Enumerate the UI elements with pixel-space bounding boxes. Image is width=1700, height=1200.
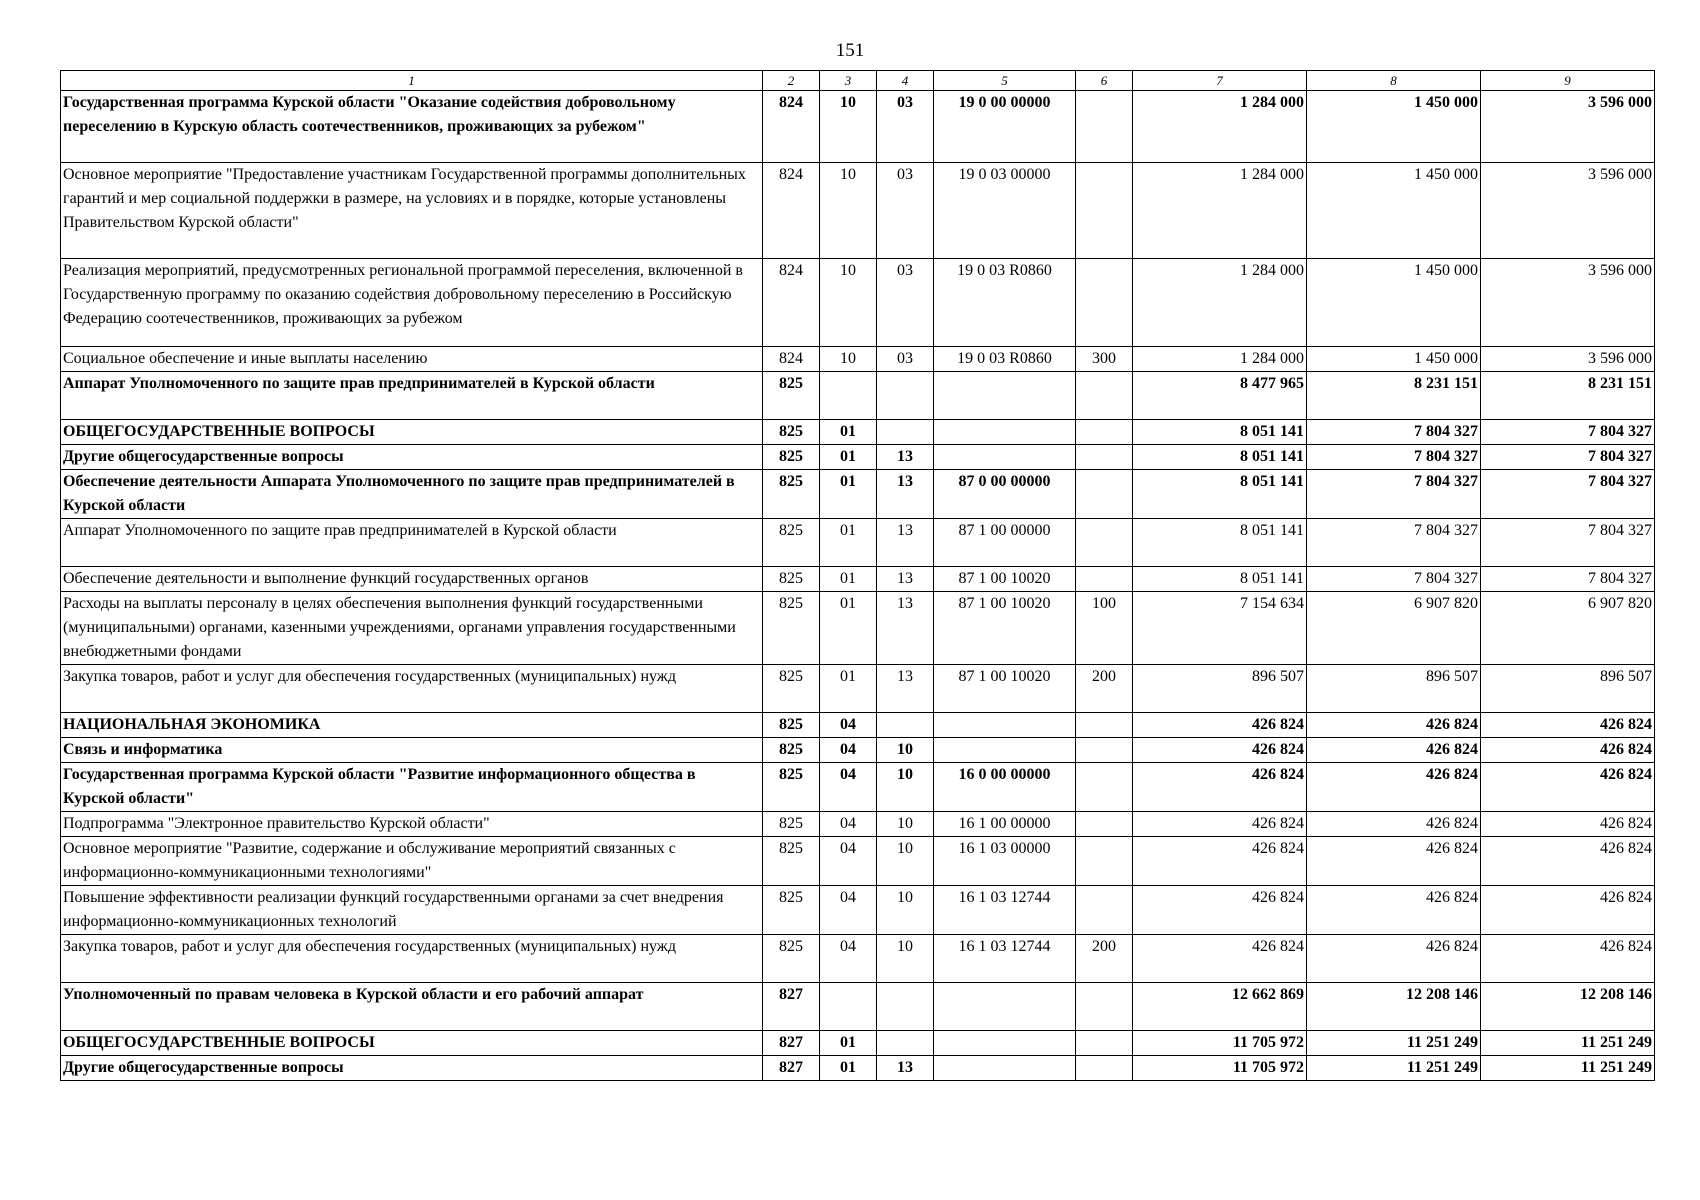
- row-ministry-code: 827: [763, 1031, 820, 1056]
- row-expense-type: [1076, 372, 1133, 420]
- row-section: 10: [820, 91, 877, 163]
- row-amount-col9: 426 824: [1481, 935, 1655, 983]
- row-name: Другие общегосударственные вопросы: [61, 445, 763, 470]
- row-ministry-code: 825: [763, 372, 820, 420]
- row-ministry-code: 827: [763, 983, 820, 1031]
- table-row: [61, 812, 1655, 837]
- row-section: 04: [820, 935, 877, 983]
- budget-table: [60, 70, 1655, 1081]
- row-amount-col7: 426 824: [1133, 738, 1307, 763]
- row-name: Государственная программа Курской области "Оказание содействия добровольному переселению в Курскую область соотечественников, проживающих за рубежом": [61, 91, 763, 163]
- row-name: Закупка товаров, работ и услуг для обеспечения государственных (муниципальных) нужд: [61, 935, 763, 983]
- row-expense-type: 100: [1076, 592, 1133, 665]
- row-expense-type: [1076, 886, 1133, 935]
- row-section: 10: [820, 347, 877, 372]
- table-row: [61, 738, 1655, 763]
- column-header: 1: [61, 71, 763, 91]
- column-number-row: [61, 71, 1655, 91]
- row-name: Расходы на выплаты персоналу в целях обеспечения выполнения функций государственными (муниципальными) органами, казенными учреждениями, органами управления государственными внебюджетными фондами: [61, 592, 763, 665]
- row-name: Закупка товаров, работ и услуг для обеспечения государственных (муниципальных) нужд: [61, 665, 763, 713]
- row-section: 01: [820, 470, 877, 519]
- row-section: 04: [820, 713, 877, 738]
- row-name: Связь и информатика: [61, 738, 763, 763]
- row-subsection: 10: [877, 935, 934, 983]
- row-ministry-code: 825: [763, 665, 820, 713]
- row-amount-col9: 7 804 327: [1481, 445, 1655, 470]
- row-ministry-code: 827: [763, 1056, 820, 1081]
- column-header: 8: [1307, 71, 1481, 91]
- row-expense-type: [1076, 420, 1133, 445]
- row-amount-col8: 8 231 151: [1307, 372, 1481, 420]
- row-subsection: 03: [877, 163, 934, 259]
- row-name: ОБЩЕГОСУДАРСТВЕННЫЕ ВОПРОСЫ: [61, 420, 763, 445]
- row-amount-col7: 1 284 000: [1133, 163, 1307, 259]
- row-subsection: 13: [877, 1056, 934, 1081]
- row-target-article: 16 1 03 12744: [934, 886, 1076, 935]
- row-target-article: [934, 420, 1076, 445]
- row-section: 10: [820, 259, 877, 347]
- row-target-article: 87 1 00 00000: [934, 519, 1076, 567]
- row-name: Аппарат Уполномоченного по защите прав предпринимателей в Курской области: [61, 519, 763, 567]
- row-amount-col9: 3 596 000: [1481, 259, 1655, 347]
- row-target-article: 19 0 03 00000: [934, 163, 1076, 259]
- column-header: 5: [934, 71, 1076, 91]
- row-target-article: 19 0 03 R0860: [934, 347, 1076, 372]
- row-amount-col7: 426 824: [1133, 886, 1307, 935]
- row-amount-col8: 6 907 820: [1307, 592, 1481, 665]
- row-subsection: 10: [877, 812, 934, 837]
- row-target-article: [934, 713, 1076, 738]
- row-expense-type: [1076, 163, 1133, 259]
- row-expense-type: [1076, 713, 1133, 738]
- row-section: [820, 372, 877, 420]
- row-expense-type: 300: [1076, 347, 1133, 372]
- row-section: 01: [820, 592, 877, 665]
- row-target-article: 19 0 03 R0860: [934, 259, 1076, 347]
- row-section: 01: [820, 665, 877, 713]
- row-amount-col7: 8 051 141: [1133, 420, 1307, 445]
- row-amount-col8: 426 824: [1307, 763, 1481, 812]
- row-section: 01: [820, 420, 877, 445]
- row-subsection: 10: [877, 738, 934, 763]
- table-row: [61, 519, 1655, 567]
- row-target-article: [934, 983, 1076, 1031]
- row-expense-type: [1076, 1056, 1133, 1081]
- row-target-article: [934, 445, 1076, 470]
- row-target-article: [934, 372, 1076, 420]
- row-amount-col7: 426 824: [1133, 812, 1307, 837]
- row-amount-col9: 896 507: [1481, 665, 1655, 713]
- row-subsection: [877, 713, 934, 738]
- row-ministry-code: 825: [763, 713, 820, 738]
- table-row: [61, 163, 1655, 259]
- row-amount-col8: 426 824: [1307, 812, 1481, 837]
- row-ministry-code: 824: [763, 163, 820, 259]
- row-amount-col7: 1 284 000: [1133, 347, 1307, 372]
- row-ministry-code: 825: [763, 837, 820, 886]
- row-subsection: 03: [877, 347, 934, 372]
- row-name: Государственная программа Курской области "Развитие информационного общества в Курской области": [61, 763, 763, 812]
- row-section: 04: [820, 812, 877, 837]
- row-amount-col7: 1 284 000: [1133, 259, 1307, 347]
- row-subsection: 03: [877, 259, 934, 347]
- table-row: [61, 420, 1655, 445]
- row-subsection: 03: [877, 91, 934, 163]
- row-amount-col8: 1 450 000: [1307, 163, 1481, 259]
- row-expense-type: [1076, 259, 1133, 347]
- row-expense-type: [1076, 812, 1133, 837]
- row-subsection: 10: [877, 886, 934, 935]
- row-name: Повышение эффективности реализации функций государственными органами за счет внедрения информационно-коммуникационных технологий: [61, 886, 763, 935]
- row-amount-col8: 11 251 249: [1307, 1031, 1481, 1056]
- page-number: 151: [835, 40, 865, 61]
- row-amount-col9: 7 804 327: [1481, 567, 1655, 592]
- row-amount-col8: 7 804 327: [1307, 420, 1481, 445]
- row-amount-col8: 1 450 000: [1307, 91, 1481, 163]
- row-subsection: 13: [877, 665, 934, 713]
- row-expense-type: [1076, 519, 1133, 567]
- row-amount-col9: 11 251 249: [1481, 1056, 1655, 1081]
- table-row: [61, 91, 1655, 163]
- row-amount-col7: 1 284 000: [1133, 91, 1307, 163]
- row-ministry-code: 824: [763, 259, 820, 347]
- table-row: [61, 983, 1655, 1031]
- row-ministry-code: 825: [763, 420, 820, 445]
- row-amount-col7: 426 824: [1133, 935, 1307, 983]
- row-target-article: 16 1 03 00000: [934, 837, 1076, 886]
- row-amount-col9: 426 824: [1481, 713, 1655, 738]
- row-target-article: [934, 1056, 1076, 1081]
- row-expense-type: 200: [1076, 935, 1133, 983]
- column-header: 3: [820, 71, 877, 91]
- row-subsection: 13: [877, 592, 934, 665]
- row-amount-col7: 8 051 141: [1133, 567, 1307, 592]
- row-ministry-code: 824: [763, 91, 820, 163]
- row-target-article: 16 1 03 12744: [934, 935, 1076, 983]
- row-expense-type: [1076, 470, 1133, 519]
- row-target-article: [934, 738, 1076, 763]
- row-amount-col7: 896 507: [1133, 665, 1307, 713]
- row-amount-col9: 3 596 000: [1481, 163, 1655, 259]
- row-section: 01: [820, 1056, 877, 1081]
- table-row: [61, 567, 1655, 592]
- row-amount-col8: 11 251 249: [1307, 1056, 1481, 1081]
- row-name: НАЦИОНАЛЬНАЯ ЭКОНОМИКА: [61, 713, 763, 738]
- table-row: [61, 470, 1655, 519]
- row-subsection: [877, 420, 934, 445]
- row-section: 01: [820, 567, 877, 592]
- column-header: 9: [1481, 71, 1655, 91]
- row-target-article: 16 0 00 00000: [934, 763, 1076, 812]
- row-expense-type: [1076, 738, 1133, 763]
- row-amount-col9: 11 251 249: [1481, 1031, 1655, 1056]
- row-amount-col7: 11 705 972: [1133, 1031, 1307, 1056]
- row-amount-col9: 426 824: [1481, 812, 1655, 837]
- table-row: [61, 259, 1655, 347]
- row-subsection: 13: [877, 470, 934, 519]
- row-name: Социальное обеспечение и иные выплаты населению: [61, 347, 763, 372]
- row-ministry-code: 825: [763, 567, 820, 592]
- row-name: Подпрограмма "Электронное правительство Курской области": [61, 812, 763, 837]
- column-header: 6: [1076, 71, 1133, 91]
- row-expense-type: [1076, 91, 1133, 163]
- row-target-article: 87 0 00 00000: [934, 470, 1076, 519]
- row-amount-col7: 426 824: [1133, 837, 1307, 886]
- row-amount-col8: 426 824: [1307, 713, 1481, 738]
- row-amount-col8: 7 804 327: [1307, 567, 1481, 592]
- row-amount-col7: 8 477 965: [1133, 372, 1307, 420]
- row-amount-col8: 426 824: [1307, 837, 1481, 886]
- row-amount-col7: 8 051 141: [1133, 470, 1307, 519]
- row-subsection: [877, 1031, 934, 1056]
- row-amount-col8: 896 507: [1307, 665, 1481, 713]
- table-row: [61, 763, 1655, 812]
- row-subsection: 13: [877, 567, 934, 592]
- row-amount-col7: 426 824: [1133, 713, 1307, 738]
- row-amount-col7: 8 051 141: [1133, 519, 1307, 567]
- row-amount-col9: 426 824: [1481, 738, 1655, 763]
- table-row: [61, 592, 1655, 665]
- row-name: Аппарат Уполномоченного по защите прав предпринимателей в Курской области: [61, 372, 763, 420]
- row-amount-col9: 7 804 327: [1481, 519, 1655, 567]
- row-section: 04: [820, 763, 877, 812]
- row-amount-col9: 12 208 146: [1481, 983, 1655, 1031]
- row-target-article: 87 1 00 10020: [934, 665, 1076, 713]
- row-ministry-code: 825: [763, 763, 820, 812]
- row-expense-type: [1076, 837, 1133, 886]
- row-expense-type: [1076, 983, 1133, 1031]
- row-expense-type: [1076, 1031, 1133, 1056]
- row-section: 04: [820, 837, 877, 886]
- row-amount-col7: 12 662 869: [1133, 983, 1307, 1031]
- row-subsection: 13: [877, 519, 934, 567]
- row-ministry-code: 825: [763, 812, 820, 837]
- row-section: [820, 983, 877, 1031]
- row-name: Обеспечение деятельности и выполнение функций государственных органов: [61, 567, 763, 592]
- table-row: [61, 713, 1655, 738]
- row-ministry-code: 825: [763, 592, 820, 665]
- row-target-article: 19 0 00 00000: [934, 91, 1076, 163]
- row-ministry-code: 825: [763, 738, 820, 763]
- table-row: [61, 347, 1655, 372]
- row-name: Уполномоченный по правам человека в Курской области и его рабочий аппарат: [61, 983, 763, 1031]
- row-amount-col8: 1 450 000: [1307, 259, 1481, 347]
- row-target-article: [934, 1031, 1076, 1056]
- row-target-article: 87 1 00 10020: [934, 567, 1076, 592]
- table-row: [61, 372, 1655, 420]
- row-name: Реализация мероприятий, предусмотренных региональной программой переселения, включенной в Государственную программу по оказанию содействия добровольному переселению в Российскую Федерацию соотечественников, проживающих за рубежом: [61, 259, 763, 347]
- row-ministry-code: 825: [763, 445, 820, 470]
- row-amount-col8: 426 824: [1307, 935, 1481, 983]
- row-subsection: 13: [877, 445, 934, 470]
- row-section: 01: [820, 1031, 877, 1056]
- row-subsection: [877, 372, 934, 420]
- row-ministry-code: 825: [763, 519, 820, 567]
- column-header: 4: [877, 71, 934, 91]
- row-amount-col9: 3 596 000: [1481, 91, 1655, 163]
- row-amount-col8: 12 208 146: [1307, 983, 1481, 1031]
- row-section: 04: [820, 886, 877, 935]
- row-name: Основное мероприятие "Развитие, содержание и обслуживание мероприятий связанных с информационно-коммуникационными технологиями": [61, 837, 763, 886]
- table-row: [61, 445, 1655, 470]
- row-amount-col7: 11 705 972: [1133, 1056, 1307, 1081]
- row-amount-col9: 426 824: [1481, 837, 1655, 886]
- row-expense-type: [1076, 763, 1133, 812]
- row-amount-col8: 426 824: [1307, 738, 1481, 763]
- column-header: 7: [1133, 71, 1307, 91]
- row-amount-col9: 7 804 327: [1481, 470, 1655, 519]
- row-expense-type: [1076, 445, 1133, 470]
- row-expense-type: [1076, 567, 1133, 592]
- row-name: Основное мероприятие "Предоставление участникам Государственной программы дополнительных гарантий и мер социальной поддержки в размере, на условиях и в порядке, которые установлены Правительством Курской области": [61, 163, 763, 259]
- row-section: 10: [820, 163, 877, 259]
- row-amount-col9: 426 824: [1481, 763, 1655, 812]
- row-ministry-code: 825: [763, 470, 820, 519]
- row-target-article: 87 1 00 10020: [934, 592, 1076, 665]
- row-section: 01: [820, 445, 877, 470]
- row-expense-type: 200: [1076, 665, 1133, 713]
- row-section: 01: [820, 519, 877, 567]
- row-ministry-code: 824: [763, 347, 820, 372]
- row-amount-col9: 8 231 151: [1481, 372, 1655, 420]
- table-row: [61, 665, 1655, 713]
- row-amount-col7: 7 154 634: [1133, 592, 1307, 665]
- row-subsection: [877, 983, 934, 1031]
- row-subsection: 10: [877, 763, 934, 812]
- row-section: 04: [820, 738, 877, 763]
- row-ministry-code: 825: [763, 886, 820, 935]
- row-subsection: 10: [877, 837, 934, 886]
- row-amount-col8: 7 804 327: [1307, 519, 1481, 567]
- row-amount-col8: 1 450 000: [1307, 347, 1481, 372]
- table-row: [61, 1056, 1655, 1081]
- row-amount-col8: 426 824: [1307, 886, 1481, 935]
- row-amount-col9: 426 824: [1481, 886, 1655, 935]
- row-target-article: 16 1 00 00000: [934, 812, 1076, 837]
- row-amount-col8: 7 804 327: [1307, 445, 1481, 470]
- row-amount-col7: 426 824: [1133, 763, 1307, 812]
- table-row: [61, 886, 1655, 935]
- row-amount-col9: 7 804 327: [1481, 420, 1655, 445]
- row-amount-col8: 7 804 327: [1307, 470, 1481, 519]
- row-name: ОБЩЕГОСУДАРСТВЕННЫЕ ВОПРОСЫ: [61, 1031, 763, 1056]
- table-row: [61, 1031, 1655, 1056]
- row-amount-col9: 6 907 820: [1481, 592, 1655, 665]
- row-name: Другие общегосударственные вопросы: [61, 1056, 763, 1081]
- row-amount-col9: 3 596 000: [1481, 347, 1655, 372]
- table-body: [61, 91, 1655, 1081]
- column-header: 2: [763, 71, 820, 91]
- table-row: [61, 837, 1655, 886]
- row-amount-col7: 8 051 141: [1133, 445, 1307, 470]
- table-row: [61, 935, 1655, 983]
- row-ministry-code: 825: [763, 935, 820, 983]
- row-name: Обеспечение деятельности Аппарата Уполномоченного по защите прав предпринимателей в Курской области: [61, 470, 763, 519]
